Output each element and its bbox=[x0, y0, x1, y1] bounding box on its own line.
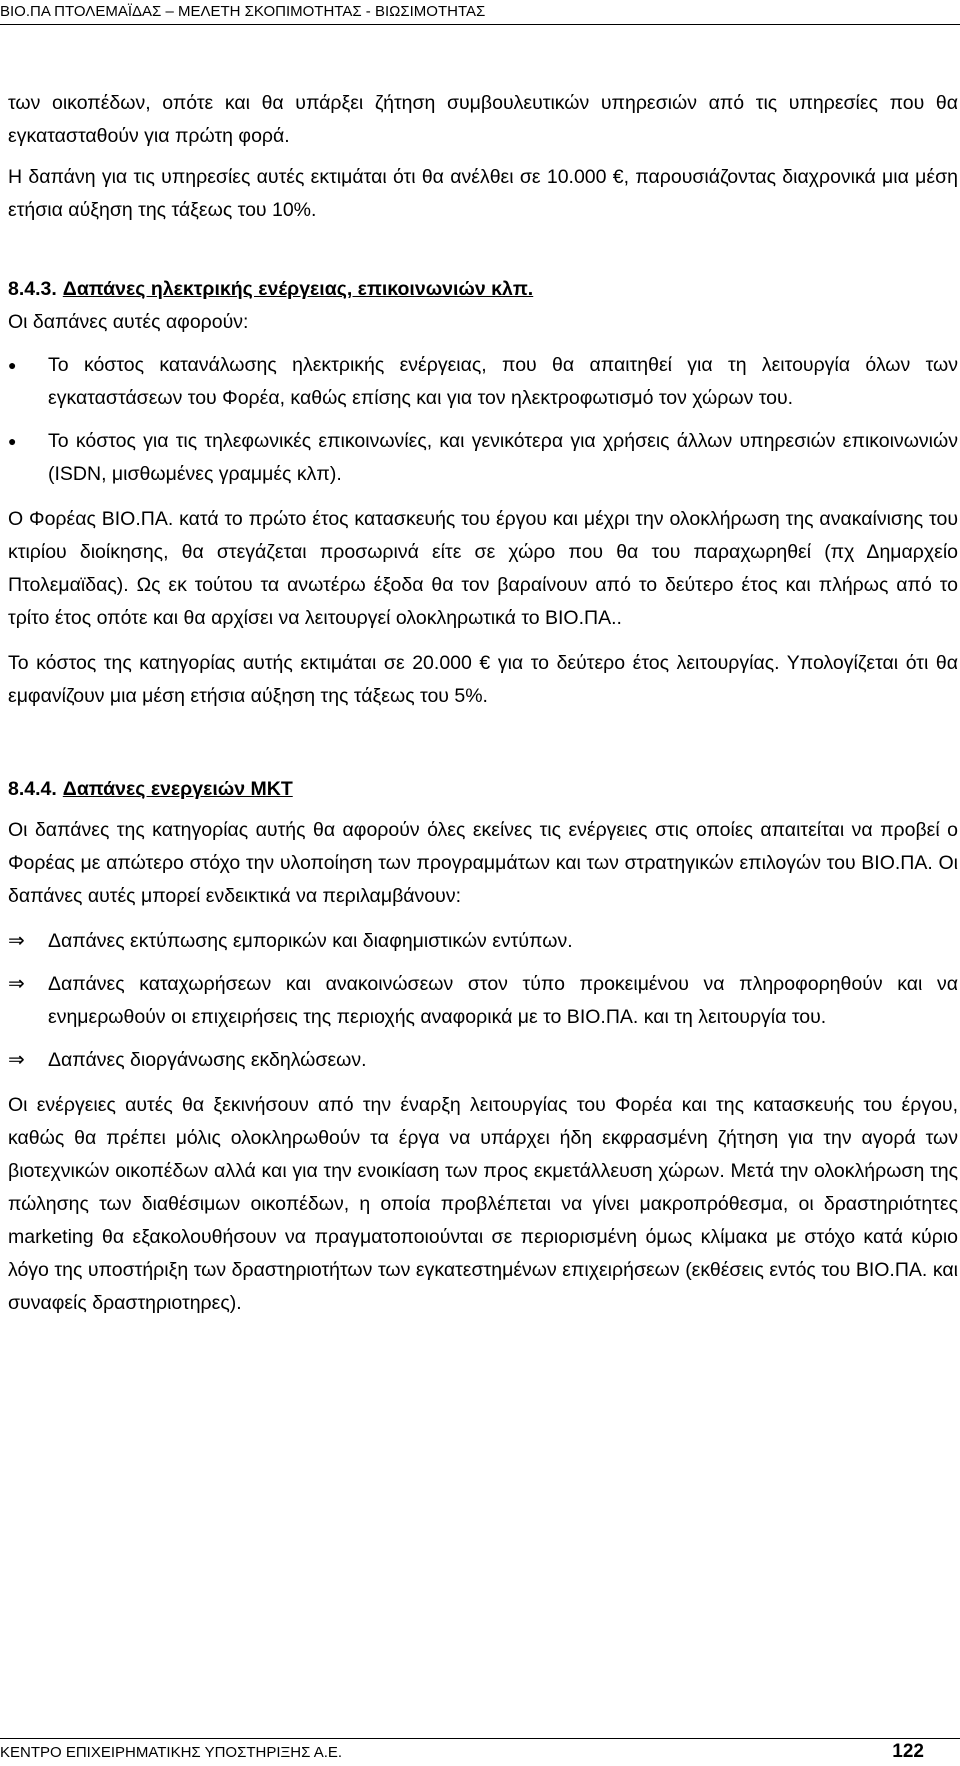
section-title: Δαπάνες ηλεκτρικής ενέργειας, επικοινωνιών κλπ. bbox=[62, 278, 534, 300]
arrow-list-item bbox=[8, 925, 958, 958]
paragraph-cost-estimate: Η δαπάνη για τις υπηρεσίες αυτές εκτιμάται ότι θα ανέλθει σε 10.000 €, παρουσιάζοντας διαχρονικά μια μέση ετήσια αύξηση της τάξεως του 10%. bbox=[8, 166, 958, 221]
paragraph-continuation: των οικοπέδων, οπότε και θα υπάρξει ζήτηση συμβουλευτικών υπηρεσιών από τις υπηρεσίες που θα εγκατασταθούν για πρώτη φορά. bbox=[8, 92, 958, 147]
running-header: ΒΙΟ.ΠΑ ΠΤΟΛΕΜΑΪΔΑΣ – ΜΕΛΕΤΗ ΣΚΟΠΙΜΟΤΗΤΑΣ - ΒΙΩΣΙΜΟΤΗΤΑΣ bbox=[0, 3, 486, 20]
section-intro: Οι δαπάνες της κατηγορίας αυτής θα αφορούν όλες εκείνες τις ενέργειες στις οποίες απαιτείται να προβεί ο Φορέας με απώτερο στόχο την υλοποίηση των προγραμμάτων και των στρατηγικών επιλογών του ΒΙΟ.ΠΑ. Οι δαπάνες αυτές μπορεί ενδεικτικά να περιλαμβάνουν: bbox=[8, 819, 958, 907]
header-rule bbox=[0, 24, 960, 25]
double-arrow-right-icon: ⇒ bbox=[8, 973, 25, 995]
arrow-item-text: Δαπάνες διοργάνωσης εκδηλώσεων. bbox=[48, 1049, 367, 1071]
arrow-item-text: Δαπάνες εκτύπωσης εμπορικών και διαφημιστικών εντύπων. bbox=[48, 930, 573, 952]
footer-organization: ΚΕΝΤΡΟ ΕΠΙΧΕΙΡΗΜΑΤΙΚΗΣ ΥΠΟΣΤΗΡΙΞΗΣ Α.Ε. bbox=[0, 1744, 343, 1761]
document-body bbox=[8, 87, 958, 1320]
running-footer bbox=[0, 1738, 960, 1765]
bullet-dot-icon: ● bbox=[8, 357, 17, 373]
double-arrow-right-icon: ⇒ bbox=[8, 1049, 25, 1071]
bullet-item bbox=[8, 349, 958, 415]
arrow-item-text: Δαπάνες καταχωρήσεων και ανακοινώσεων στον τύπο προκειμένου να πληροφορηθούν και να ενημερωθούν οι επιχειρήσεις της περιοχής αναφορικά με το ΒΙΟ.ΠΑ. και τη λειτουργία του. bbox=[48, 973, 958, 1028]
bullet-dot-icon: ● bbox=[8, 433, 17, 449]
section-heading-8-4-4 bbox=[8, 773, 958, 806]
section-number: 8.4.3. bbox=[8, 278, 57, 300]
section-intro: Οι δαπάνες αυτές αφορούν: bbox=[8, 311, 249, 333]
paragraph-closing: Οι ενέργειες αυτές θα ξεκινήσουν από την έναρξη λειτουργίας του Φορέα και της κατασκευής του έργου, καθώς θα πρέπει μόλις ολοκληρωθούν τα έργα να υπάρχει ήδη εκφρασμένη ζήτηση για την αγορά των βιοτεχνικών οικοπέδων αλλά και για την ενοικίαση των προς εκμετάλλευση χώρων. Μετά την ολοκλήρωση της πώλησης των διαθέσιμων οικοπέδων, η οποία προβλέπεται να γίνει μακροπρόθεσμα, οι δραστηριότητες marketing θα εξακολουθήσουν να πραγματοποιούνται σε περιορισμένη όμως κλίμακα με στόχο κατά κύριο λόγο της υποστήριξη των δραστηριοτήτων των εγκατεστημένων επιχειρήσεων (εκθέσεις εντός του ΒΙΟ.ΠΑ. και συναφείς δραστηριοτηρες). bbox=[8, 1094, 958, 1314]
section-number: 8.4.4. bbox=[8, 778, 57, 800]
section-heading-8-4-3 bbox=[8, 273, 958, 306]
arrow-list-item bbox=[8, 968, 958, 1034]
bullet-item bbox=[8, 425, 958, 491]
bullet-text: Το κόστος για τις τηλεφωνικές επικοινωνίες, και γενικότερα για χρήσεις άλλων υπηρεσιών επικοινωνιών (ISDN, μισθωμένες γραμμές κλπ). bbox=[48, 430, 958, 485]
double-arrow-right-icon: ⇒ bbox=[8, 930, 25, 952]
page-number: 122 bbox=[892, 1741, 924, 1762]
arrow-list-item bbox=[8, 1044, 958, 1077]
section-title: Δαπάνες ενεργειών ΜΚΤ bbox=[62, 778, 293, 800]
paragraph-foreas: Ο Φορέας ΒΙΟ.ΠΑ. κατά το πρώτο έτος κατασκευής του έργου και μέχρι την ολοκλήρωση της ανακαίνισης του κτιρίου διοίκησης, θα στεγάζεται προσωρινά είτε σε χώρο που θα του παραχωρηθεί (πχ Δημαρχείο Πτολεμαϊδας). Ως εκ τούτου τα ανωτέρω έξοδα θα τον βαραίνουν από το δεύτερο έτος και πλήρως από το τρίτο έτος οπότε και θα αρχίσει να λειτουργεί ολοκληρωτικά το ΒΙΟ.ΠΑ.. bbox=[8, 508, 958, 629]
bullet-text: Το κόστος κατανάλωσης ηλεκτρικής ενέργειας, που θα απαιτηθεί για τη λειτουργία όλων των εγκαταστάσεων του Φορέα, καθώς επίσης και για τον ηλεκτροφωτισμό τον χώρων του. bbox=[48, 354, 958, 409]
paragraph-kostos: Το κόστος της κατηγορίας αυτής εκτιμάται σε 20.000 € για το δεύτερο έτος λειτουργίας. Υπολογίζεται ότι θα εμφανίζουν μια μέση ετήσια αύξηση της τάξεως του 5%. bbox=[8, 652, 958, 707]
